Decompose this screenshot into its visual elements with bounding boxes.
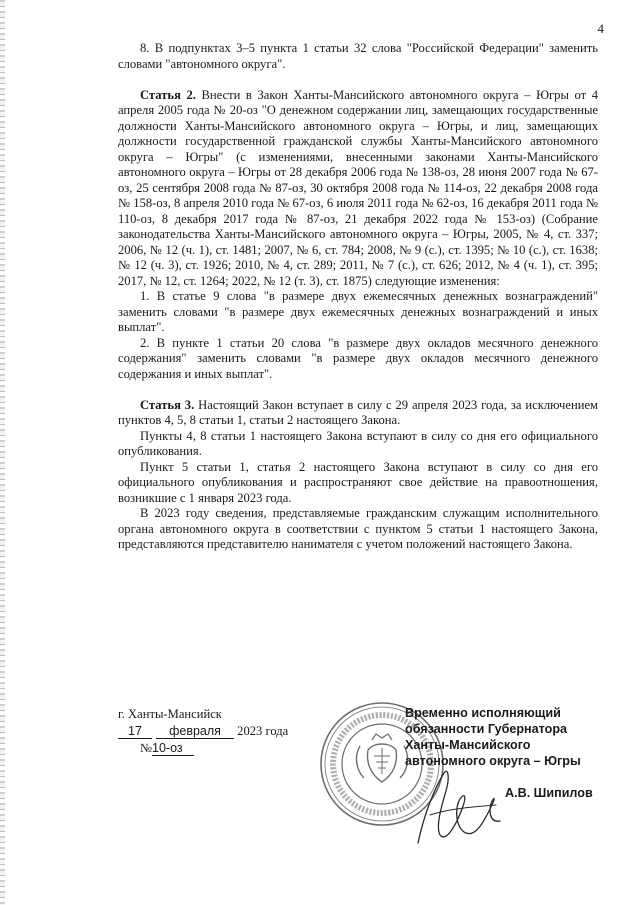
paragraph-text: 8. В подпунктах 3–5 пункта 1 статьи 32 слова "Российской Федерации" заменить словами "автономного округа". xyxy=(118,41,598,71)
paragraph-text: Внести в Закон Ханты-Мансийского автономного округа – Югры от 4 апреля 2005 года № 20-оз "О денежном содержании лиц, замещающих государственные должности Ханты-Мансийского автономного округа – Югры, и лиц, замещающих должности государственной гражданской службы Ханты-Мансийского автономного округа – Югры" (с изменениями, внесенными законами Ханты-Мансийского автономного округа – Югры от 28 декабря 2006 года № 138-оз, 28 июня 2007 года № 67-оз, 25 сентября 2008 года № 87-оз, 30 октября 2008 года № 114-оз, 22 декабря 2008 года № 158-оз, 8 апреля 2010 года № 67-оз, 6 июля 2011 года № 62-оз, 16 декабря 2011 года № 110-оз, 8 декабря 2017 года № 87-оз, 21 декабря 2022 года № 153-оз) (Собрание законодательства Ханты-Мансийского автономного округа – Югры, 2005, № 4, ст. 337; 2006, № 12 (ч. 1), ст. 1481; 2007, № 6, ст. 784; 2008, № 9 (с.), ст. 1395; № 10 (с.), ст. 1638; № 12 (ч. 3), ст. 1926; 2010, № 4, ст. 289; 2011, № 7 (с.), ст. 626; 2012, № 4 (ч. 1), ст. 395; 2017, № 12, ст. 1264; 2022, № 12 (т. 3), ст. 1875) следующие изменения: xyxy=(118,87,598,288)
scan-margin-edge xyxy=(0,0,5,905)
article-heading: Статья 3. xyxy=(140,397,195,412)
law-number: 10-оз xyxy=(152,742,194,756)
signatory-title-line: автономного округа – Югры xyxy=(405,754,581,768)
date-day: 17 xyxy=(118,725,152,739)
law-number-prefix: № xyxy=(140,741,153,755)
paragraph-text: 2. В пункте 1 статьи 20 слова "в размере двух окладов месячного денежного содержания" заменить словами "в размере двух окладов месячного денежного содержания и иных выплат". xyxy=(118,335,598,381)
page-number: 4 xyxy=(597,21,604,36)
signatory-title-line: Ханты-Мансийского xyxy=(405,738,531,752)
paragraph-text: Пункт 5 статьи 1, статья 2 настоящего Закона вступают в силу со дня его официального опубликования и распространяют свое действие на правоотношения, возникшие с 1 января 2023 года. xyxy=(118,459,598,505)
place: г. Ханты-Мансийск xyxy=(118,707,222,721)
law-number-line xyxy=(118,740,318,757)
date-line xyxy=(118,723,318,740)
date-month: февраля xyxy=(156,725,234,739)
paragraph xyxy=(118,88,598,290)
handwritten-signature xyxy=(400,755,520,850)
paragraph xyxy=(118,398,598,429)
signatory-title-line: Временно исполняющий xyxy=(405,706,561,720)
paragraph xyxy=(118,460,598,507)
signer-name: А.В. Шипилов xyxy=(505,786,593,800)
paragraph-text: Настоящий Закон вступает в силу с 29 апреля 2023 года, за исключением пунктов 4, 5, 8 статьи 1, статьи 2 настоящего Закона. xyxy=(118,397,599,427)
paragraph-text: В 2023 году сведения, представляемые гражданским служащим исполнительного органа автономного округа в соответствии с пунктом 5 статьи 1 настоящего Закона, представляются представителю нанимателя с учетом положений настоящего Закона. xyxy=(118,506,598,551)
paragraph xyxy=(118,429,598,460)
article-heading: Статья 2. xyxy=(140,87,196,102)
paragraph-text: Пункты 4, 8 статьи 1 настоящего Закона вступают в силу со дня его официального опубликования. xyxy=(118,428,598,458)
signatory-title-line: обязанности Губернатора xyxy=(405,722,568,736)
paragraph-text: 1. В статье 9 слова "в размере двух ежемесячных денежных вознаграждений" заменить словами "в размере двух ежемесячных денежных вознаграждений и иных выплат". xyxy=(118,289,598,334)
document-body xyxy=(118,41,598,553)
paragraph xyxy=(118,506,598,553)
place-and-date-block xyxy=(118,706,318,757)
date-year: 2023 года xyxy=(237,724,289,738)
paragraph xyxy=(118,336,598,383)
paragraph xyxy=(118,41,598,72)
paragraph xyxy=(118,289,598,336)
